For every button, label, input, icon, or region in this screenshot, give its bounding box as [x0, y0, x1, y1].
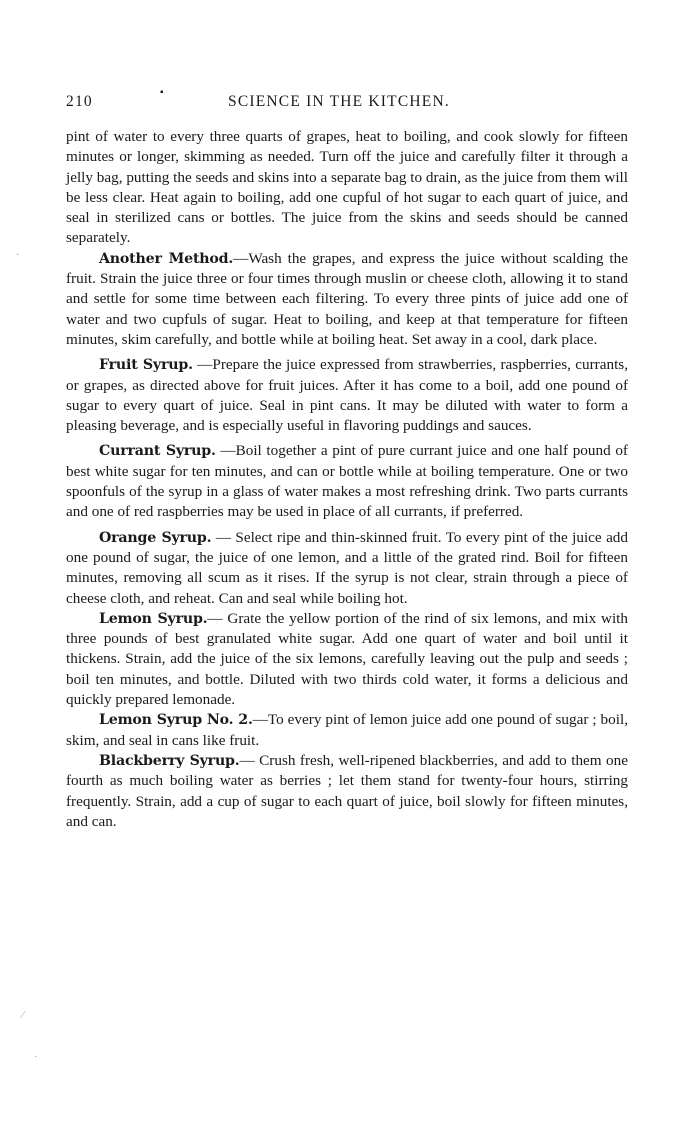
recipe-another-method: [66, 249, 628, 350]
recipe-title: Currant Syrup.: [99, 443, 216, 460]
recipe-blackberry-syrup: [66, 751, 628, 832]
recipe-text: — Select ripe and thin-skinned fruit. To every pint of the juice add one pound of sugar, the juice of one lemon, and a little of the grated rind. Boil for fifteen minutes, removing all scum as it rises. If the syrup is not clear, strain through a piece of cheese cloth, and reheat. Can and seal while boiling hot.: [66, 528, 628, 607]
paragraph-text: pint of water to every three quarts of grapes, heat to boiling, and cook slowly for fifteen minutes or longer, skimming as needed. Turn off the juice and carefully filter it through a jelly bag, putting the seeds and skins into a separate bag to drain, as the juice from them will be less clear. Heat again to boiling, add one cupful of hot sugar to each quart of juice, and seal in sterilized cans or bottles. The juice from the skins and seeds should be canned separately.: [66, 128, 628, 247]
margin-speck: ⁄: [22, 1010, 24, 1021]
margin-speck: ·: [34, 1052, 38, 1063]
recipe-currant-syrup: [66, 441, 628, 522]
recipe-text: — Crush fresh, well-ripened blackberries, and add to them one fourth as much boiling water as berries ; let them stand for twenty-four hours, stirring frequently. Strain, add a cup of sugar to each quart of juice, boil slowly for fifteen minutes, and can.: [66, 751, 628, 830]
recipe-orange-syrup: [66, 528, 628, 609]
recipe-title: Blackberry Syrup.: [99, 752, 240, 769]
stray-mark: ▪: [160, 87, 165, 98]
recipe-text: —Wash the grapes, and express the juice without scalding the fruit. Strain the juice three or four times through muslin or cheese cloth, allowing it to stand and settle for some time between each filtering. To every three pints of juice add one of water and two cupfuls of sugar. Heat to boiling, and keep at that temperature for fifteen minutes, skim carefully, and bottle while at boiling heat. Set away in a cool, dark place.: [66, 249, 628, 348]
recipe-title: Fruit Syrup.: [99, 357, 193, 374]
page-body: [66, 127, 628, 832]
recipe-title: Orange Syrup.: [99, 529, 212, 546]
recipe-lemon-syrup-no-2: [66, 710, 628, 751]
recipe-text: — Grate the yellow portion of the rind of six lemons, and mix with three pounds of best granulated white sugar. Add one quart of water and boil until it thickens. Strain, add the juice of the six lemons, carefully leaving out the pulp and seeds ; boil ten minutes, and bottle. Diluted with two thirds cold water, it forms a delicious and quickly prepared lemonade.: [66, 609, 628, 709]
recipe-text: —Boil together a pint of pure currant juice and one half pound of best white sugar for ten minutes, and can or bottle while at boiling temperature. One or two spoonfuls of the syrup in a glass of water makes a most refreshing drink. Two parts currants and one of red raspberries may be used in place of all currants, if preferred.: [66, 442, 628, 521]
recipe-text: —To every pint of lemon juice add one pound of sugar ; boil, skim, and seal in cans like fruit.: [66, 711, 628, 749]
margin-speck: ·: [16, 250, 20, 261]
recipe-title: Lemon Syrup.: [99, 610, 208, 627]
running-title: SCIENCE IN THE KITCHEN.: [228, 93, 450, 110]
recipe-lemon-syrup: [66, 609, 628, 710]
recipe-text: —Prepare the juice expressed from strawberries, raspberries, currants, or grapes, as directed above for fruit juices. After it has come to a boil, add one pound of sugar to every quart of juice. Seal in pint cans. It may be diluted with water to form a pleasing beverage, and is especially useful in flavoring puddings and sauces.: [66, 356, 628, 435]
book-page: [66, 87, 628, 832]
recipe-title: Another Method.: [99, 250, 234, 267]
recipe-title: Lemon Syrup No. 2.: [99, 712, 253, 729]
paragraph-continued: [66, 127, 628, 249]
page-header: [66, 87, 628, 119]
recipe-fruit-syrup: [66, 355, 628, 436]
page-number: 210: [66, 93, 93, 110]
